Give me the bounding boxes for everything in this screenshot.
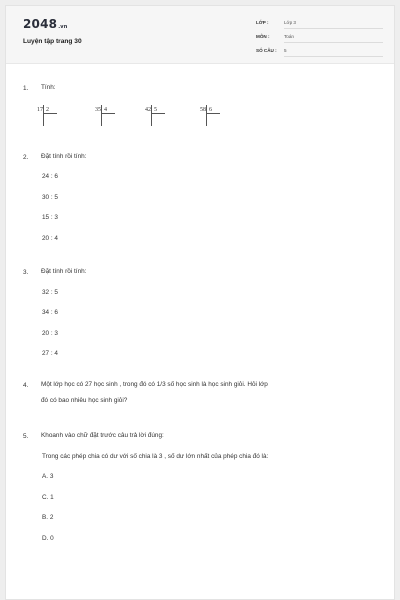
question-2-prompt: Đặt tính rồi tính:: [41, 153, 87, 160]
question-5-statement: Trong các phép chia có dư với số chia là 3 , số dư lớn nhất của phép chia đó là:: [42, 453, 269, 460]
question-4-text-line-2: đó có bao nhiêu học sinh giỏi?: [41, 397, 128, 404]
division-layout: 58 6: [192, 107, 228, 133]
list-item: 24 : 6: [42, 173, 58, 180]
question-5-prompt: Khoanh vào chữ đặt trước câu trả lời đúng:: [41, 432, 164, 439]
meta-subject: MÔN : Toán: [256, 33, 383, 45]
question-3-number: 3.: [23, 269, 29, 276]
answer-option-a[interactable]: A. 3: [42, 473, 54, 480]
meta-question-count: SỐ CÂU : 5: [256, 47, 383, 59]
site-logo[interactable]: 2048.vn: [23, 17, 68, 31]
worksheet-title: Luyện tập trang 30: [23, 38, 82, 45]
division-layout: 17 2: [29, 107, 65, 133]
question-4-text-line-1: Một lớp học có 27 học sinh , trong đó có 1/3 số học sinh là học sinh giỏi. Hỏi lớp: [41, 381, 268, 388]
question-1-number: 1.: [23, 85, 29, 92]
question-2-number: 2.: [23, 154, 29, 161]
list-item: 34 : 6: [42, 309, 58, 316]
list-item: 20 : 3: [42, 330, 58, 337]
list-item: 20 : 4: [42, 235, 58, 242]
answer-option-c[interactable]: C. 1: [42, 494, 54, 501]
list-item: 30 : 5: [42, 194, 58, 201]
division-layout: 35 4: [87, 107, 123, 133]
question-4-number: 4.: [23, 382, 29, 389]
question-3-prompt: Đặt tính rồi tính:: [41, 268, 87, 275]
question-5-number: 5.: [23, 433, 29, 440]
list-item: 32 : 5: [42, 289, 58, 296]
answer-option-b[interactable]: B. 2: [42, 514, 54, 521]
list-item: 27 : 4: [42, 350, 58, 357]
meta-class: LỚP : Lớp 3: [256, 19, 383, 31]
worksheet-page: [5, 5, 395, 600]
worksheet-header: [6, 6, 394, 64]
question-1-prompt: Tính:: [41, 84, 56, 91]
list-item: 15 : 3: [42, 214, 58, 221]
division-layout: 42 5: [137, 107, 173, 133]
answer-option-d[interactable]: D. 0: [42, 535, 54, 542]
